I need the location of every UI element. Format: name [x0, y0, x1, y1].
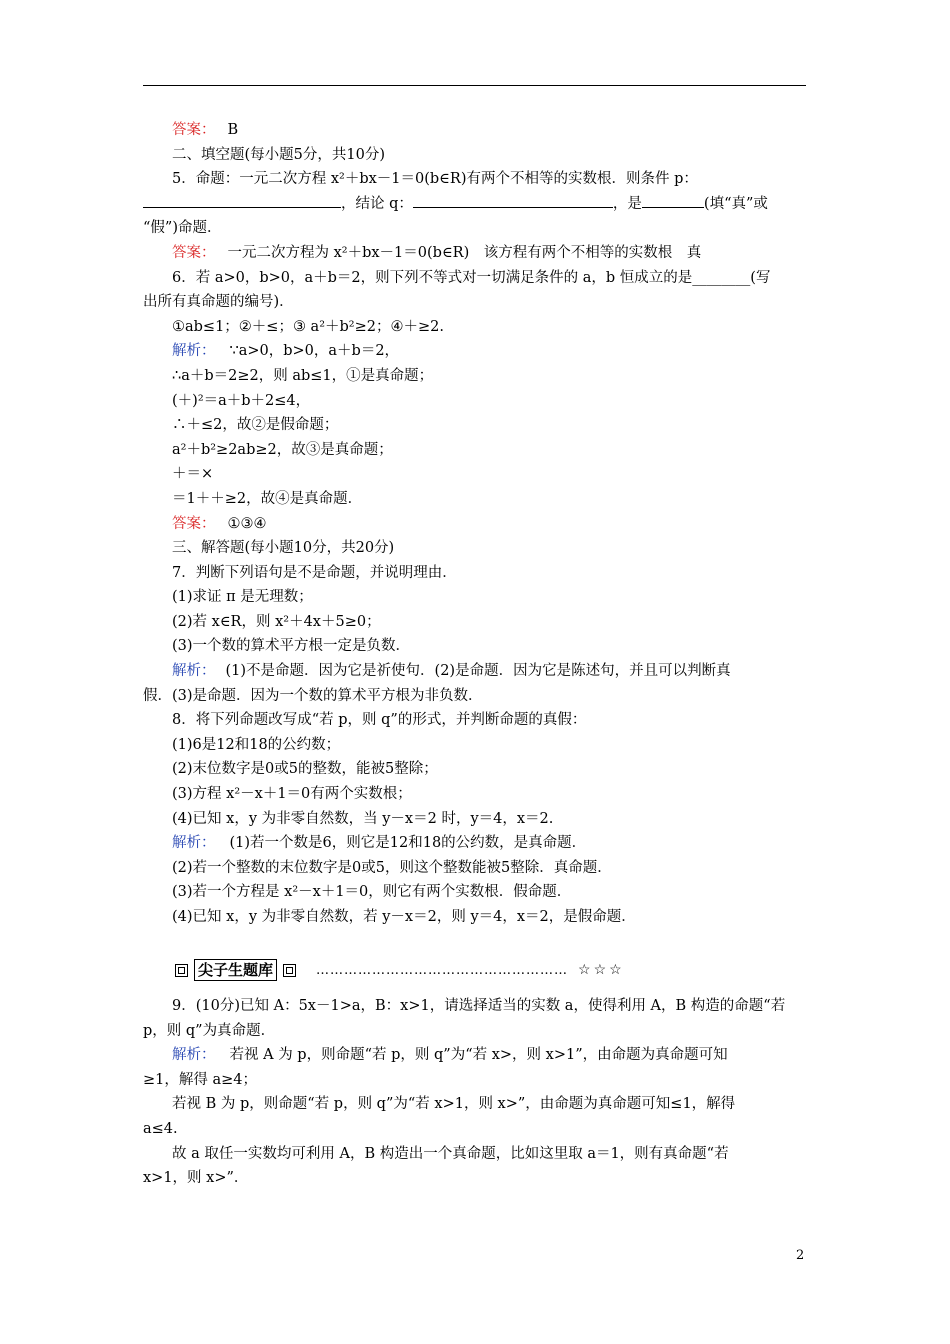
q8-solution-4: (4)已知 x，y 为非零自然数，若 y－x＝2，则 y＝4，x＝2，是假命题．	[172, 909, 636, 925]
q6-solution-6: ＋＝×	[172, 466, 214, 483]
q6-solution-3: (＋)²＝a＋b＋2≤4，	[172, 392, 311, 409]
q6-solution-4: ∴＋≤2，故②是假命题；	[172, 417, 339, 434]
q9-solution-2: ≥1，解得 a≥4；	[143, 1071, 258, 1088]
box-icon	[283, 964, 296, 977]
dotted-leader: ………………………………………………	[316, 962, 569, 978]
header-rule	[143, 85, 806, 86]
q5-line-3: “假”)命题．	[143, 220, 222, 237]
q9-block	[143, 994, 806, 1191]
q9-solution-5: 故 a 取任一实数均可利用 A，B 构造出一个真命题，比如这里取 a＝1，则有真命题“若	[172, 1145, 729, 1162]
answer-value: B	[227, 122, 239, 138]
q7-solution-2: 假．(3)是命题．因为一个数的算术平方根为非负数．	[143, 687, 483, 704]
difficulty-stars: ☆☆☆	[578, 962, 625, 978]
q7-line-4: (3)一个数的算术平方根一定是负数．	[172, 638, 411, 655]
solution-line-q7: 解析： (1)不是命题．因为它是祈使句．(2)是命题．因为它是陈述句，并且可以判断真	[172, 663, 731, 680]
q9-solution-4: a≤4.	[143, 1120, 178, 1137]
answer-label: 答案：	[172, 244, 216, 261]
blank-p	[143, 193, 341, 208]
page-body	[143, 118, 806, 930]
q6-solution-7: ＝1＋＋≥2，故④是真命题．	[172, 490, 363, 507]
section-3-title: 三、解答题(每小题10分，共20分)	[172, 540, 395, 557]
q9-solution-6: x>1，则 x>”．	[143, 1170, 249, 1187]
answer-line-q4	[143, 118, 806, 143]
answer-label: 答案：	[172, 515, 216, 532]
q7-line-1: 7．判断下列语句是不是命题，并说明理由．	[172, 564, 457, 581]
q6-line-3: ①ab≤1；②＋≤；③ a²＋b²≥2；④＋≥2.	[172, 318, 444, 335]
q5-line-1: 5．命题：一元二次方程 x²＋bx－1＝0(b∈R)有两个不相等的实数根．则条件 p：	[172, 171, 698, 188]
solution-line-q8: 解析： (1)若一个数是6，则它是12和18的公约数，是真命题．	[172, 835, 587, 852]
q6-line-1: 6．若 a>0，b>0，a＋b＝2，则下列不等式对一切满足条件的 a，b 恒成立的是________(写	[172, 269, 771, 286]
solution-line-q6: 解析： ∵a>0，b>0，a＋b＝2，	[172, 343, 400, 360]
blank-truth	[642, 193, 704, 208]
q9-line-2: p，则 q”为真命题．	[143, 1022, 276, 1039]
q8-line-2: (1)6是12和18的公约数；	[172, 736, 341, 753]
q8-solution-2: (2)若一个整数的末位数字是0或5，则这个整数能被5整除．真命题．	[172, 859, 612, 876]
q5-line-2: ，结论 q： ，是 (填“真”或	[143, 192, 806, 217]
q9-solution-3: 若视 B 为 p，则命题“若 p，则 q”为“若 x>1，则 x>”，由命题为真命题可知≤1，解得	[172, 1096, 736, 1113]
box-icon	[175, 964, 188, 977]
solution-label: 解析：	[172, 343, 216, 360]
q9-line-1: 9．(10分)已知 A：5x－1>a，B：x>1，请选择适当的实数 a，使得利用 A，B 构造的命题“若	[172, 998, 786, 1014]
question-bank-title: 尖子生题库	[194, 959, 277, 981]
answer-value: ①③④	[227, 515, 267, 532]
answer-value: 一元二次方程为 x²＋bx－1＝0(b∈R) 该方程有两个不相等的实数根 真	[227, 244, 702, 261]
solution-line-q9: 解析： 若视 A 为 p，则命题“若 p，则 q”为“若 x>，则 x>1”，由命题为真命题可知	[172, 1047, 728, 1064]
q8-solution-3: (3)若一个方程是 x²－x＋1＝0，则它有两个实数根．假命题．	[172, 884, 572, 901]
answer-line-q6	[143, 512, 806, 537]
page-number: 2	[796, 1248, 805, 1263]
q6-solution-5: a²＋b²≥2ab≥2，故③是真命题；	[172, 441, 393, 458]
q8-line-4: (3)方程 x²－x＋1＝0有两个实数根；	[172, 786, 412, 803]
solution-label: 解析：	[172, 835, 216, 852]
blank-q	[413, 193, 613, 208]
q7-line-3: (2)若 x∈R，则 x²＋4x＋5≥0；	[172, 613, 381, 630]
question-bank-header	[175, 957, 625, 983]
q8-line-5: (4)已知 x，y 为非零自然数，当 y－x＝2 时，y＝4，x＝2.	[172, 810, 554, 827]
q8-line-3: (2)末位数字是0或5的整数，能被5整除；	[172, 761, 438, 778]
q8-line-1: 8．将下列命题改写成“若 p，则 q”的形式，并判断命题的真假：	[172, 712, 587, 729]
solution-label: 解析：	[172, 663, 216, 680]
section-2-title: 二、填空题(每小题5分，共10分)	[172, 146, 385, 163]
answer-label: 答案：	[172, 122, 216, 138]
answer-line-q5	[143, 241, 806, 266]
q7-line-2: (1)求证 π 是无理数；	[172, 589, 313, 606]
q6-solution-2: ∴a＋b＝2≥2，则 ab≤1，①是真命题；	[172, 367, 434, 384]
solution-label: 解析：	[172, 1047, 216, 1064]
q6-line-2: 出所有真命题的编号)．	[143, 294, 294, 311]
